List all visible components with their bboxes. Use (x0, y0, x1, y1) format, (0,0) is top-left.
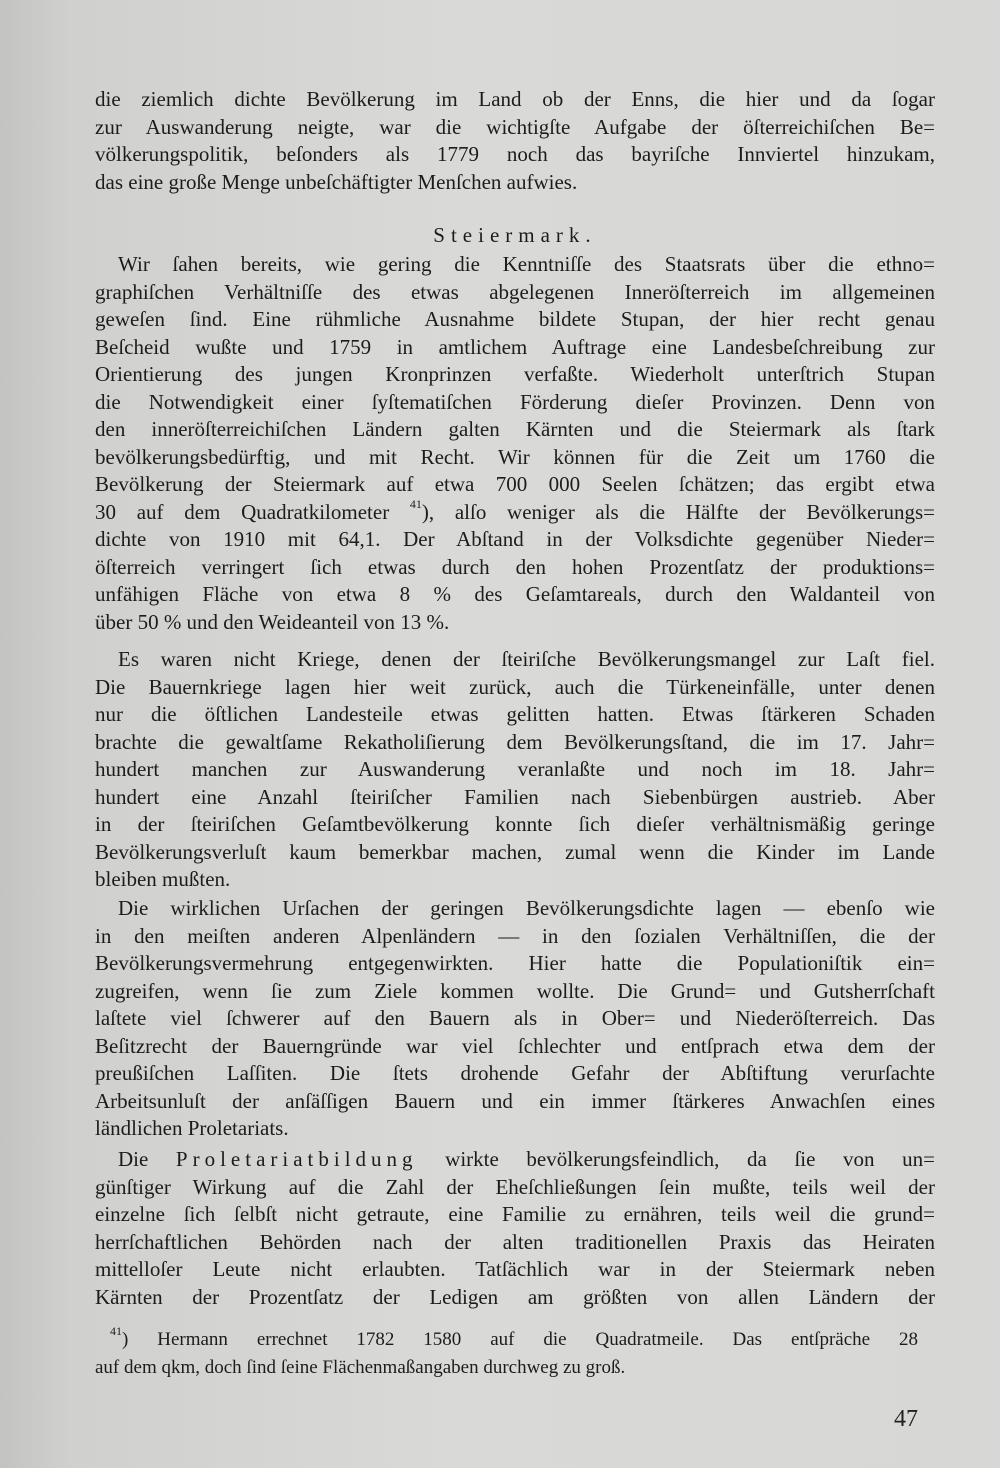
paragraph (95, 895, 935, 1143)
text-line: völkerungspolitik, beſonders als 1779 noch das bayriſche Innviertel hinzukam, (95, 142, 935, 166)
footnote (95, 1326, 918, 1382)
text-line: hundert manchen zur Auswanderung veranlaßte und noch im 18. Jahr= (95, 757, 935, 781)
text-line (95, 1146, 935, 1174)
text-line: unfähigen Fläche von etwa 8 % des Geſamtareals, durch den Waldanteil von (95, 582, 935, 606)
text-line: Kärnten der Prozentſatz der Ledigen am größten von allen Ländern der (95, 1284, 935, 1309)
text-line: Orientierung des jungen Kronprinzen verfaßte. Wiederholt unterſtrich Stupan (95, 362, 935, 386)
paragraph (95, 1146, 935, 1311)
text-line: mittelloſer Leute nicht erlaubten. Tatſächlich war in der Steiermark neben (95, 1257, 935, 1281)
footnote-marker: 41 (110, 1326, 122, 1338)
text-line: brachte die gewaltſame Rekatholiſierung dem Bevölkerungsſtand, die im 17. Jahr= (95, 729, 935, 754)
section-heading: Steiermark. (433, 223, 597, 247)
text-line: ländlichen Proletariats. (95, 1116, 289, 1140)
text-line: die Notwendigkeit einer ſyſtematiſchen Förderung dieſer Provinzen. Denn von (95, 389, 935, 414)
emphasized-word: Proletariatbildung (175, 1147, 418, 1171)
text-line: bleiben mußten. (95, 867, 231, 891)
text-segment: wirkte bevölkerungsfeindlich, da ſie von un= (417, 1147, 935, 1171)
text-line: Beſitzrecht der Bauerngründe war viel ſchlechter und entſprach etwa dem der (95, 1033, 935, 1058)
text-line: Die Bauernkriege lagen hier weit zurück, auch die Türkeneinfälle, unter denen (95, 674, 935, 699)
text-line: das eine große Menge unbeſchäftigter Menſchen aufwies. (95, 169, 578, 194)
text-line: auf dem qkm, doch ſind ſeine Flächenmaßangaben durchweg zu groß. (95, 1357, 626, 1378)
page-number: 47 (894, 1406, 918, 1432)
text-line: in der ſteiriſchen Geſamtbevölkerung konnte ſich dieſer verhältnismäßig geringe (95, 812, 935, 836)
text-line: Es waren nicht Kriege, denen der ſteiriſche Bevölkerungsmangel zur Laſt fiel. (118, 647, 935, 671)
text-line: zur Auswanderung neigte, war die wichtigſte Aufgabe der öſterreichiſchen Be= (95, 114, 935, 139)
text-line: nur die öſtlichen Landesteile etwas gelitten hatten. Etwas ſtärkeren Schaden (95, 702, 935, 726)
text-segment: Die (118, 1147, 176, 1171)
text-line: in den meiſten anderen Alpenländern — in den ſozialen Verhältniſſen, die der (95, 923, 935, 948)
text-line: bevölkerungsbedürftig, und mit Recht. Wir können für die Zeit um 1760 die (95, 444, 935, 469)
text-segment: ) Hermann errechnet 1782 1580 auf die Quadratmeile. Das entſpräche 28 (122, 1329, 918, 1350)
text-line: zugreifen, wenn ſie zum Ziele kommen wollte. Die Grund= und Gutsherrſchaft (95, 978, 935, 1003)
text-line: die ziemlich dichte Bevölkerung im Land ob der Enns, die hier und da ſogar (95, 87, 935, 111)
text-line: günſtiger Wirkung auf die Zahl der Eheſchließungen ſein mußte, teils weil der (95, 1174, 935, 1199)
text-line: graphiſchen Verhältniſſe des etwas abgelegenen Inneröſterreich im allgemeinen (95, 279, 935, 304)
text-line: hundert eine Anzahl ſteiriſcher Familien nach Siebenbürgen austrieb. Aber (95, 784, 935, 809)
text-line: Bevölkerungsverluſt kaum bemerkbar machen, zumal wenn die Kinder im Lande (95, 839, 935, 864)
text-line: herrſchaftlichen Behörden nach der alten traditionellen Praxis das Heiraten (95, 1229, 935, 1254)
text-line: laſtete viel ſchwerer auf den Bauern als in Ober= und Niederöſterreich. Das (95, 1006, 935, 1030)
text-line: preußiſchen Laſſiten. Die ſtets drohende Gefahr der Abſtiftung verurſachte (95, 1061, 935, 1085)
text-segment: 30 auf dem Quadratkilometer (95, 499, 410, 524)
paragraph-continued (95, 86, 935, 196)
paragraph (95, 646, 935, 894)
text-line: Beſcheid wußte und 1759 in amtlichem Auftrage eine Landesbeſchreibung zur (95, 334, 935, 359)
text-line: über 50 % und den Weideanteil von 13 %. (95, 609, 450, 634)
text-line: dichte von 1910 mit 64,1. Der Abſtand in der Volksdichte gegenüber Nieder= (95, 527, 935, 551)
text-line: Wir ſahen bereits, wie gering die Kenntniſſe des Staatsrats über die ethno= (118, 252, 935, 276)
paragraph (95, 251, 935, 636)
text-line: einzelne ſich ſelbſt nicht getraute, eine Familie zu ernähren, teils weil die grund= (95, 1202, 935, 1226)
text-line: öſterreich verringert ſich etwas durch den hohen Prozentſatz der produktions= (95, 554, 935, 579)
text-line: Bevölkerungsvermehrung entgegenwirkten. Hier hatte die Populationiſtik ein= (95, 951, 935, 975)
text-line (95, 499, 935, 527)
text-line: Die wirklichen Urſachen der geringen Bevölkerungsdichte lagen — ebenſo wie (118, 896, 935, 920)
text-line (95, 1326, 918, 1354)
text-line: Arbeitsunluſt der anſäſſigen Bauern und ein immer ſtärkeres Anwachſen eines (95, 1088, 935, 1113)
text-line: den inneröſterreichiſchen Ländern galten Kärnten und die Steiermark als ſtark (95, 417, 935, 441)
footnote-marker: 41 (409, 498, 422, 511)
text-segment: ), alſo weniger als die Hälfte der Bevölkerungs= (421, 499, 935, 524)
text-line: geweſen ſind. Eine rühmliche Ausnahme bildete Stupan, der hier recht genau (95, 307, 935, 331)
text-line: Bevölkerung der Steiermark auf etwa 700 000 Seelen ſchätzen; das ergibt etwa (95, 472, 935, 496)
